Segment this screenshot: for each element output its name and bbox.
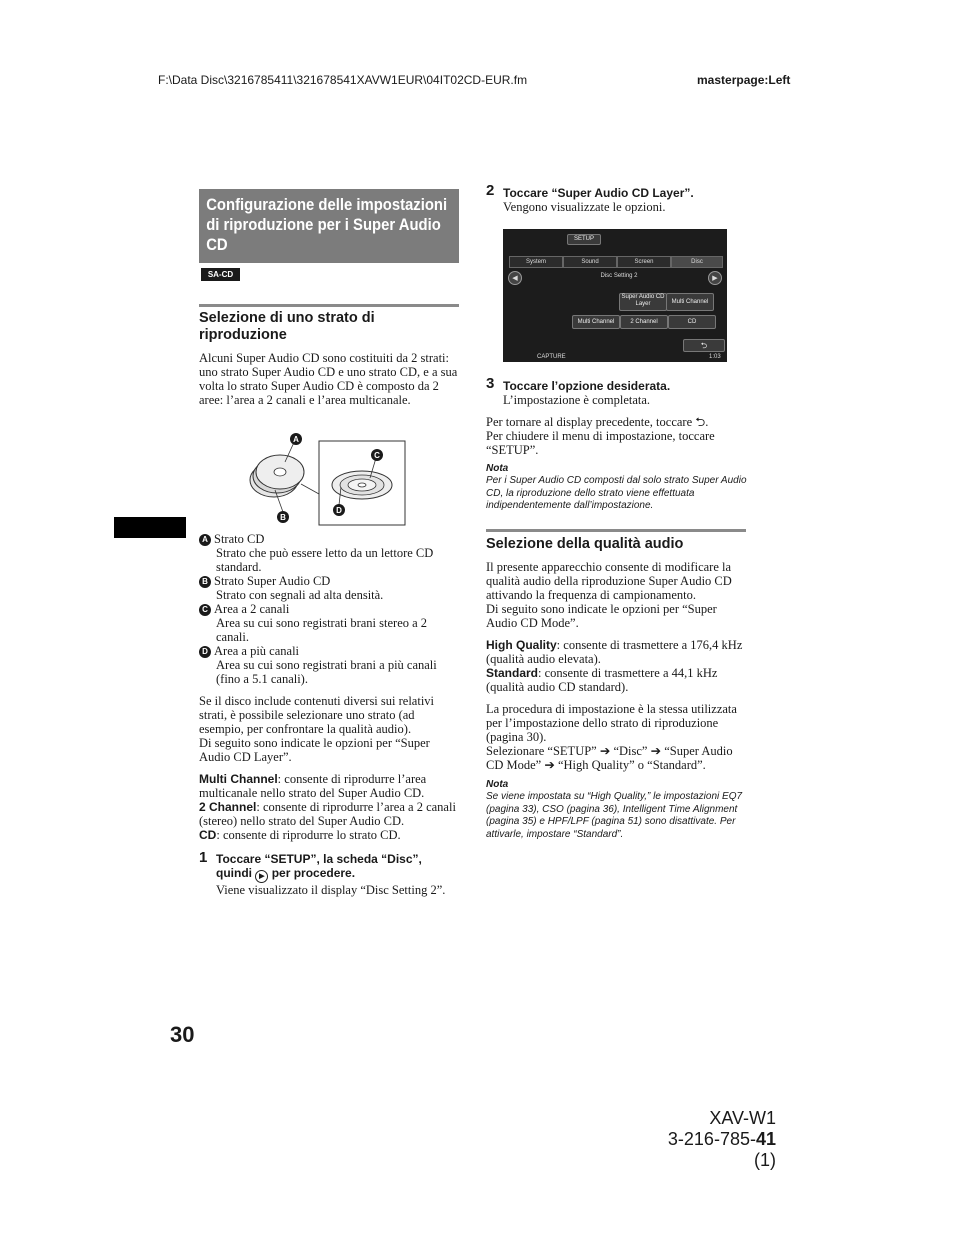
legend-title: Area a più canali	[214, 644, 300, 658]
legend-item	[199, 574, 461, 588]
step-1-number: 1	[199, 849, 208, 866]
step-3-text: Toccare l’opzione desiderata.	[503, 379, 671, 393]
step-1-sub: Viene visualizzato il display “Disc Setting 2”.	[216, 883, 446, 897]
setup-button[interactable]: SETUP	[567, 234, 601, 245]
tab-sound[interactable]: Sound	[563, 256, 617, 268]
section-rule	[486, 529, 746, 532]
procedure-paragraph	[486, 702, 748, 772]
option-cd: CD: consente di riprodurre lo strato CD.	[199, 828, 401, 842]
tab-screen[interactable]: Screen	[617, 256, 671, 268]
clock-label: 1:03	[709, 354, 721, 360]
masterpage-label: masterpage:Left	[697, 73, 791, 87]
arrow-icon: ➔	[544, 758, 555, 772]
legend-title: Strato Super Audio CD	[214, 574, 331, 588]
return-paragraph	[486, 415, 748, 457]
option-standard: Standard: consente di trasmettere a 44,1 kHz (qualità audio CD standard).	[486, 666, 718, 694]
layer-options-list	[199, 772, 461, 842]
option-multi-channel-button[interactable]: Multi Channel	[572, 315, 620, 329]
quality-options-list	[486, 638, 748, 694]
letter-badge: C	[199, 604, 211, 616]
step-1-text-2: quindi ▶ per procedere.	[216, 866, 466, 883]
arrow-icon: ➔	[650, 744, 662, 758]
layer-paragraph	[199, 694, 461, 764]
option-2-channel-button[interactable]: 2 Channel	[620, 315, 668, 329]
quality-para1: Il presente apparecchio consente di modificare la qualità audio della riproduzione Super Audio CD attivando la frequenza di campionamento.	[486, 560, 732, 602]
chapter-tab	[114, 517, 186, 538]
step-1	[216, 852, 466, 897]
legend-item	[199, 644, 461, 658]
tab-system[interactable]: System	[509, 256, 563, 268]
quality-intro	[486, 560, 748, 630]
intro-paragraph: Alcuni Super Audio CD sono costituiti da 2 strati: uno strato Super Audio CD e uno strato CD, e a sua volta lo strato Super Audio CD è composto da 2 aree: l’area a 2 canali e l’area multicanale.	[199, 351, 458, 407]
option-cd-button[interactable]: CD	[668, 315, 716, 329]
section-title-box	[199, 189, 459, 263]
legend-item	[199, 602, 461, 616]
sacd-layer-line1: Super Audio CD	[621, 294, 665, 300]
procedure-path: Selezionare “SETUP” ➔ “Disc” ➔ “Super Audio CD Mode” ➔ “High Quality” o “Standard”.	[486, 744, 733, 772]
note-text: Se viene impostata su “High Quality,” le impostazioni EQ7 (pagina 33), CSO (pagina 36), Intelligent Time Alignment (pagina 35) e HPF/LPF (pagina 51) sono disattivate. Per attivarle, impostare “Standard”.	[486, 791, 743, 840]
letter-badge: A	[199, 534, 211, 546]
option-multi-channel: Multi Channel: consente di riprodurre l’area multicanale nello strato del Super Audio CD.	[199, 772, 427, 800]
capture-label: CAPTURE	[537, 354, 566, 360]
multi-channel-value: Multi Channel	[666, 293, 714, 311]
model-name: XAV-W1	[709, 1108, 776, 1128]
sacd-layer-line2: Layer	[635, 301, 651, 307]
procedure-text: La procedura di impostazione è la stessa utilizzata per l’impostazione dello strato di riproduzione (pagina 30).	[486, 702, 737, 744]
page-number: 30	[170, 1022, 195, 1047]
step-3-number: 3	[486, 375, 495, 392]
step-1-text: Toccare “SETUP”, la scheda “Disc”,	[216, 852, 422, 866]
legend-desc: Strato che può essere letto da un lettore CD standard.	[216, 546, 434, 574]
disc-setting-screen	[503, 229, 727, 362]
note-label: Nota	[486, 779, 509, 790]
note-label: Nota	[486, 463, 509, 474]
legend-desc: Strato con segnali ad alta densità.	[216, 588, 384, 602]
prev-page-icon[interactable]: ◀	[508, 271, 522, 285]
back-button-icon[interactable]: ⮌	[683, 339, 725, 352]
legend-item	[199, 532, 461, 546]
arrow-icon: ➔	[599, 744, 611, 758]
play-icon: ▶	[255, 870, 268, 883]
step-2-sub: Vengono visualizzate le opzioni.	[503, 200, 666, 214]
legend-desc: Area su cui sono registrati brani a più canali (fino a 5.1 canali).	[216, 658, 437, 686]
section-heading: Selezione della qualità audio	[486, 536, 684, 552]
model-footer	[660, 1108, 776, 1171]
model-code: 3-216-785-41 (1)	[667, 1129, 776, 1170]
return-line: Per tornare al display precedente, toccare ⮌.	[486, 415, 709, 429]
legend-desc: Area su cui sono registrati brani stereo a 2 canali.	[216, 616, 428, 644]
step-2-number: 2	[486, 182, 495, 199]
letter-badge: B	[199, 576, 211, 588]
next-page-icon[interactable]: ▶	[708, 271, 722, 285]
callout-a: A	[293, 435, 299, 444]
back-arrow-icon: ⮌	[695, 415, 706, 429]
sacd-logo: SA-CD	[201, 268, 240, 281]
layer-para-text: Se il disco include contenuti diversi sui relativi strati, è possibile selezionare uno strato (ad esempio, per confrontare la qualità audio).	[199, 694, 435, 736]
sacd-layer-button[interactable]	[619, 293, 667, 311]
callout-c: C	[374, 451, 380, 460]
disc-side-illustration	[250, 438, 319, 512]
disc-layers-diagram	[245, 432, 410, 528]
legend-title: Strato CD	[214, 532, 265, 546]
section-rule	[199, 304, 459, 307]
screen-page-title: Disc Setting 2	[600, 273, 638, 279]
note-text: Per i Super Audio CD composti dal solo strato Super Audio CD, la riproduzione dello strato viene effettuata indipendentemente dall’impostazione.	[486, 475, 747, 511]
layer-options-intro: Di seguito sono indicate le opzioni per “Super Audio CD Layer”.	[199, 736, 430, 764]
step-2-text: Toccare “Super Audio CD Layer”.	[503, 186, 694, 200]
legend-title: Area a 2 canali	[214, 602, 290, 616]
close-setup-text: Per chiudere il menu di impostazione, toccare “SETUP”.	[486, 429, 715, 457]
step-3	[503, 379, 753, 407]
callout-b: B	[280, 513, 286, 522]
section-heading: Selezione di uno strato di riproduzione	[199, 310, 375, 343]
diagram-legend	[199, 532, 461, 686]
letter-badge: D	[199, 646, 211, 658]
step-2	[503, 186, 753, 214]
page-title: Configurazione delle impostazioni di riproduzione per i Super Audio CD	[206, 196, 448, 254]
quality-para2: Di seguito sono indicate le opzioni per “Super Audio CD Mode”.	[486, 602, 717, 630]
callout-d: D	[336, 506, 342, 515]
tab-disc[interactable]: Disc	[671, 256, 723, 268]
option-2-channel: 2 Channel: consente di riprodurre l’area a 2 canali (stereo) nello strato del Super Audio CD.	[199, 800, 456, 828]
step-3-sub: L’impostazione è completata.	[503, 393, 651, 407]
option-high-quality: High Quality: consente di trasmettere a 176,4 kHz (qualità audio elevata).	[486, 638, 743, 666]
file-path: F:\Data Disc\3216785411\321678541XAVW1EUR\04IT02CD-EUR.fm	[158, 73, 528, 87]
